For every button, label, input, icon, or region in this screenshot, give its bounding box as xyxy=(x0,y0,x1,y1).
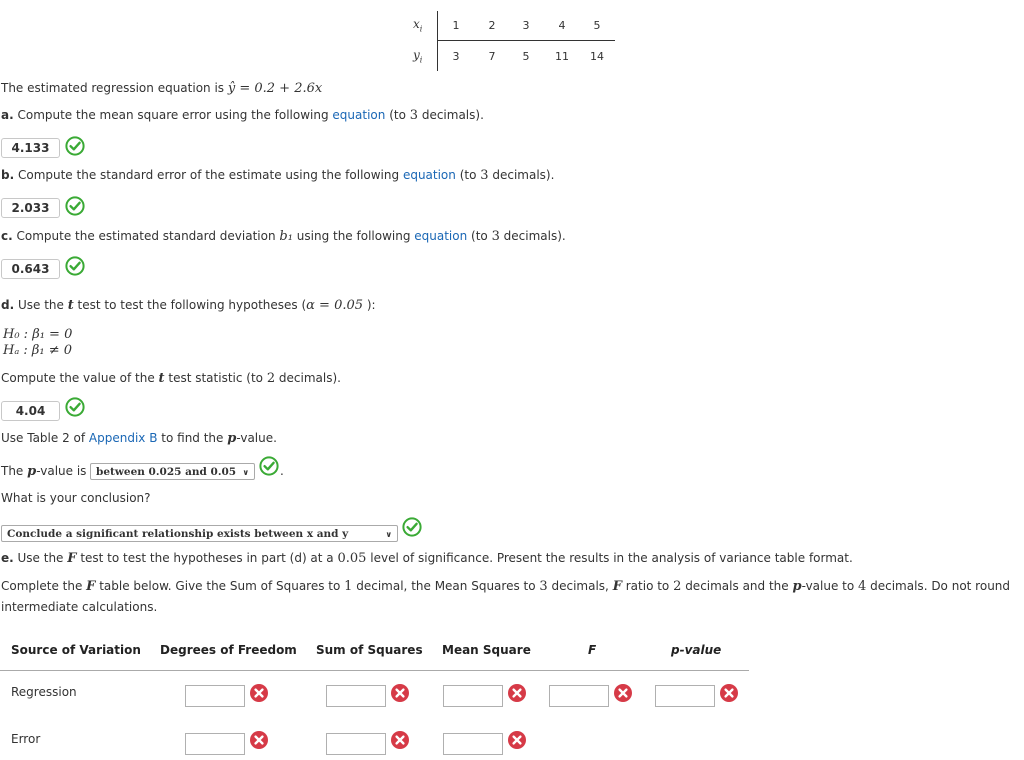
part-c-suffix: (to xyxy=(467,229,492,243)
y-value: 11 xyxy=(555,50,569,63)
part-d-prompt xyxy=(1,298,376,313)
part-e-text: Use the xyxy=(13,551,68,565)
x-value: 5 xyxy=(593,19,601,32)
part-d-text2: test to test the following hypotheses ( xyxy=(73,298,307,312)
x-circle-icon xyxy=(249,730,269,750)
x-circle-icon xyxy=(507,730,527,750)
y-value: 3 xyxy=(452,50,460,63)
part-e-instructions-cont: intermediate calculations. xyxy=(1,600,158,614)
regression-equation-line xyxy=(1,81,322,96)
instr-p: p xyxy=(792,579,802,594)
chevron-down-icon: ∨ xyxy=(385,529,392,539)
part-a-suffix: (to xyxy=(385,108,410,122)
compute-text3: decimals). xyxy=(275,371,341,385)
col-header-f: F xyxy=(588,643,597,657)
check-circle-icon xyxy=(65,256,85,276)
chevron-down-icon: ∨ xyxy=(242,467,249,477)
regression-ms-input[interactable] xyxy=(443,685,503,707)
x-circle-icon xyxy=(390,683,410,703)
std-dev-b1-answer-input[interactable]: 0.643 xyxy=(1,259,60,279)
error-ms-input[interactable] xyxy=(443,733,503,755)
col-header-ss: Sum of Squares xyxy=(316,643,423,657)
instr-h: decimals. Do not round xyxy=(866,579,1011,593)
pvalue-text2: -value is xyxy=(36,464,87,478)
part-b-decimals: 3 xyxy=(480,168,489,183)
table-p: p xyxy=(227,431,237,446)
null-hypothesis: H₀ : β₁ = 0 xyxy=(3,327,73,342)
check-circle-icon xyxy=(65,397,85,417)
conclusion-question: What is your conclusion? xyxy=(1,491,151,505)
x-circle-icon xyxy=(613,683,633,703)
compute-text: Compute the value of the xyxy=(1,371,159,385)
part-b-suffix: (to xyxy=(455,168,481,182)
x-circle-icon xyxy=(507,683,527,703)
regression-equation: ŷ = 0.2 + 2.6x xyxy=(227,81,323,96)
compute-text2: test statistic (to xyxy=(164,371,267,385)
pvalue-selected: between 0.025 and 0.05 xyxy=(96,465,237,478)
y-value: 5 xyxy=(522,50,530,63)
col-header-source: Source of Variation xyxy=(11,643,141,657)
equation-link[interactable]: equation xyxy=(402,168,456,182)
part-b-suffix2: decimals). xyxy=(488,168,555,182)
table-text: Use Table 2 of xyxy=(1,431,89,445)
col-header-ms: Mean Square xyxy=(442,643,531,657)
x-row-header: $x_i$ xyxy=(413,17,423,34)
table-divider-vertical xyxy=(437,11,438,71)
x-circle-icon xyxy=(719,683,739,703)
part-a-prompt xyxy=(1,108,484,123)
part-d-text: Use the xyxy=(14,298,68,312)
instr-n3: 2 xyxy=(673,579,682,594)
row-label-regression: Regression xyxy=(11,685,77,699)
compute-t-prompt xyxy=(1,371,341,386)
check-circle-icon xyxy=(259,456,279,476)
table-header-divider xyxy=(0,670,749,671)
part-c-text2: using the following xyxy=(292,229,415,243)
part-e-label: e. xyxy=(1,551,14,565)
x-value: 2 xyxy=(488,19,496,32)
table-text2: to find the xyxy=(157,431,228,445)
part-b-text: Compute the standard error of the estimate using the following xyxy=(14,168,403,182)
part-b-label: b. xyxy=(1,168,15,182)
pvalue-text: The xyxy=(1,464,28,478)
instr-c: decimal, the Mean Squares to xyxy=(352,579,540,593)
t-statistic-answer-input[interactable]: 4.04 xyxy=(1,401,60,421)
table-lookup-prompt xyxy=(1,431,277,446)
instr-g: -value to xyxy=(801,579,859,593)
equation-link[interactable]: equation xyxy=(414,229,468,243)
part-d-t: t xyxy=(67,298,74,313)
regression-df-input[interactable] xyxy=(185,685,245,707)
part-d-label: d. xyxy=(1,298,15,312)
table-divider-horizontal xyxy=(437,40,615,41)
pvalue-prompt xyxy=(1,464,86,479)
xy-data-table xyxy=(395,11,625,73)
col-header-pvalue: p-value xyxy=(671,643,722,657)
error-ss-input[interactable] xyxy=(326,733,386,755)
alpha-value: α = 0.05 xyxy=(306,298,364,313)
regression-ss-input[interactable] xyxy=(326,685,386,707)
instr-f-text: decimals and the xyxy=(681,579,793,593)
pvalue-period: . xyxy=(280,464,284,478)
part-c-suffix2: decimals). xyxy=(499,229,566,243)
mse-answer-input[interactable]: 4.133 xyxy=(1,138,60,158)
equation-link[interactable]: equation xyxy=(332,108,386,122)
part-d-text3: ): xyxy=(363,298,376,312)
instr-f2: F xyxy=(612,579,622,594)
check-circle-icon xyxy=(65,196,85,216)
standard-error-answer-input[interactable]: 2.033 xyxy=(1,198,60,218)
compute-decimals: 2 xyxy=(266,371,276,386)
instr-n2: 3 xyxy=(539,579,548,594)
instr-e: ratio to xyxy=(621,579,674,593)
regression-pvalue-input[interactable] xyxy=(655,685,715,707)
table-text3: -value. xyxy=(236,431,277,445)
x-value: 3 xyxy=(522,19,530,32)
pvalue-range-dropdown[interactable] xyxy=(90,463,255,480)
appendix-b-link[interactable]: Appendix B xyxy=(88,431,158,445)
x-circle-icon xyxy=(390,730,410,750)
check-circle-icon xyxy=(65,136,85,156)
part-a-label: a. xyxy=(1,108,14,122)
conclusion-selected: Conclude a significant relationship exists between x and y xyxy=(7,527,349,540)
error-df-input[interactable] xyxy=(185,733,245,755)
x-value: 4 xyxy=(558,19,566,32)
instr-n1: 1 xyxy=(344,579,353,594)
part-c-prompt xyxy=(1,229,566,244)
y-value: 14 xyxy=(590,50,604,63)
instr-f: F xyxy=(86,579,96,594)
row-label-error: Error xyxy=(11,732,41,746)
part-c-decimals: 3 xyxy=(491,229,500,244)
x-circle-icon xyxy=(249,683,269,703)
regression-f-input[interactable] xyxy=(549,685,609,707)
part-e-text2: test to test the hypotheses in part (d) at a xyxy=(76,551,338,565)
compute-t: t xyxy=(158,371,165,386)
conclusion-dropdown[interactable] xyxy=(1,525,398,542)
y-row-header: $y_i$ xyxy=(413,48,423,65)
part-e-instructions xyxy=(1,579,1010,594)
x-value: 1 xyxy=(452,19,460,32)
part-c-symbol: b₁ xyxy=(279,229,293,244)
y-value: 7 xyxy=(488,50,496,63)
pvalue-p: p xyxy=(27,464,37,479)
part-e-f: F xyxy=(67,551,77,566)
part-e-prompt xyxy=(1,551,853,566)
part-a-decimals: 3 xyxy=(409,108,419,123)
part-c-text: Compute the estimated standard deviation xyxy=(12,229,280,243)
part-c-label: c. xyxy=(1,229,13,243)
part-e-text3: level of significance. Present the results in the analysis of variance table format. xyxy=(366,551,853,565)
part-a-text: Compute the mean square error using the following xyxy=(13,108,333,122)
instr-d: decimals, xyxy=(547,579,613,593)
check-circle-icon xyxy=(402,517,422,537)
col-header-df: Degrees of Freedom xyxy=(160,643,297,657)
part-e-level: 0.05 xyxy=(337,551,367,566)
part-b-prompt xyxy=(1,168,554,183)
alternative-hypothesis: Hₐ : β₁ ≠ 0 xyxy=(3,343,73,358)
instr-n4: 4 xyxy=(858,579,867,594)
part-a-suffix2: decimals). xyxy=(418,108,484,122)
regression-prefix: The estimated regression equation is xyxy=(1,81,228,95)
instr-a: Complete the xyxy=(1,579,87,593)
instr-b: table below. Give the Sum of Squares to xyxy=(95,579,345,593)
